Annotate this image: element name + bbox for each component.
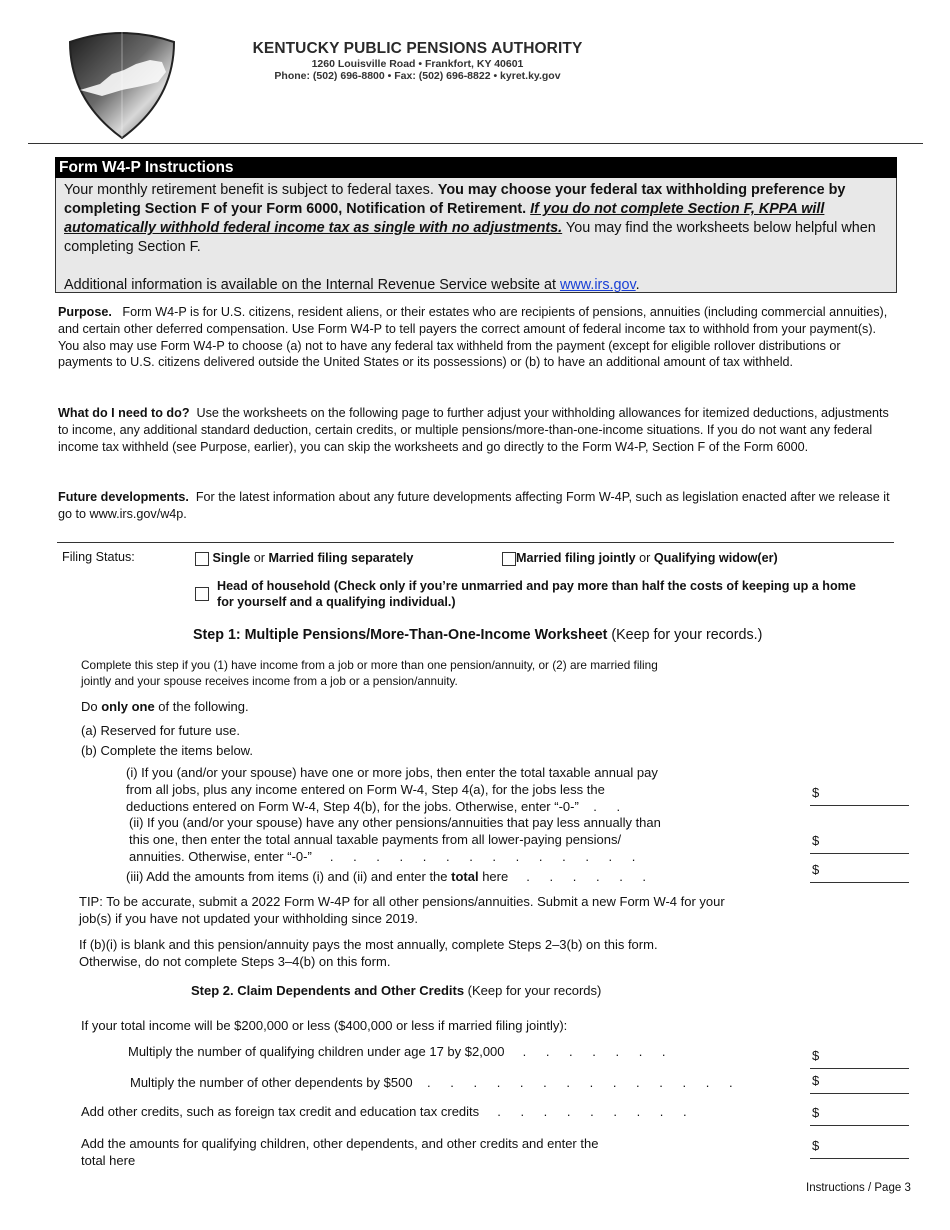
iii-pre: (iii) Add the amounts from items (i) and (ii) and enter the (126, 869, 452, 884)
dollar-sign: $ (812, 862, 820, 877)
leader-dots: . . . . . . . . . (497, 1104, 695, 1119)
married-joint-label: Married filing jointly (516, 551, 636, 565)
instructions-bold: You may choose your federal tax withholding preference by completing Section F of your Form 6000, Notification of Retirement. (64, 182, 846, 217)
item-ii-amount-field[interactable] (810, 853, 909, 854)
instructions-text-2: You may find the worksheets below helpful when completing Section F. (64, 220, 876, 255)
do-bold: only one (101, 699, 155, 714)
item-i-line-1: (i) If you (and/or your spouse) have one or more jobs, then enter the total taxable annual pay (126, 765, 658, 780)
step1-intro-1: Complete this step if you (1) have income from a job or more than one pension/annuity, or (2) are married filing (81, 658, 658, 672)
married-separately-label: Married filing separately (268, 551, 414, 565)
children-text: Multiply the number of qualifying children under age 17 by $2,000 (128, 1044, 505, 1059)
dependents-text: Multiply the number of other dependents by $500 (130, 1075, 413, 1090)
purpose-paragraph (58, 304, 898, 371)
filing-status-label: Filing Status: (62, 550, 135, 564)
item-i-line-3: deductions entered on Form W-4, Step 4(b), for the jobs. Otherwise, enter “-0-” (126, 799, 579, 814)
step2-children (128, 1043, 674, 1060)
if-line-1: If (b)(i) is blank and this pension/annuity pays the most annually, complete Steps 2–3(b) on this form. (79, 937, 658, 952)
do-post: of the following. (154, 699, 249, 714)
step1-if (79, 936, 658, 970)
org-name: KENTUCKY PUBLIC PENSIONS AUTHORITY (252, 40, 583, 57)
if-line-2: Otherwise, do not complete Steps 3–4(b) on this form. (79, 954, 391, 969)
step1-item-iii (126, 868, 654, 885)
step1-title-text: Step 1: Multiple Pensions/More-Than-One-Income Worksheet (193, 627, 608, 643)
single-label: Single (212, 551, 251, 565)
step2-total (81, 1135, 598, 1169)
header-divider (28, 143, 923, 144)
tip-line-2: job(s) if you have not updated your withholding since 2019. (79, 911, 418, 926)
item-ii-line-3: annuities. Otherwise, enter “-0-” (129, 849, 312, 864)
instructions-title: Form W4-P Instructions (55, 157, 897, 178)
dependents-amount-field[interactable] (810, 1093, 909, 1094)
future-text: For the latest information about any future developments affecting Form W-4P, such as legislation enacted after we release it go to www.irs.gov/w4p. (58, 490, 890, 521)
instructions-paragraph (64, 181, 888, 257)
item-ii-line-2: this one, then enter the total annual taxable payments from all lower-paying pensions/ (129, 832, 622, 847)
leader-dots: . . . . . . . . . . . . . . (329, 849, 644, 864)
dollar-sign: $ (812, 833, 820, 848)
dollar-sign: $ (812, 785, 820, 800)
step1-keep: (Keep for your records.) (607, 627, 763, 643)
instructions-additional (64, 276, 888, 295)
step1-a: (a) Reserved for future use. (81, 723, 240, 738)
step2-keep: (Keep for your records) (464, 983, 602, 998)
leader-dots: . . . . . . . (522, 1044, 674, 1059)
org-header (240, 40, 595, 82)
page-footer: Instructions / Page 3 (806, 1182, 911, 1194)
credits-amount-field[interactable] (810, 1125, 909, 1126)
tip-line-1: TIP: To be accurate, submit a 2022 Form W-4P for all other pensions/annuities. Submit a new Form W-4 for your (79, 894, 725, 909)
total-line-1: Add the amounts for qualifying children, other dependents, and other credits and enter the (81, 1136, 599, 1151)
instructions-text: Your monthly retirement benefit is subject to federal taxes. (64, 182, 438, 198)
married-joint-checkbox[interactable] (502, 552, 516, 566)
or-text: or (253, 551, 265, 565)
step1-do (81, 698, 249, 715)
org-contact: Phone: (502) 696-8800 • Fax: (502) 696-8822 • kyret.ky.gov (274, 70, 561, 82)
dollar-sign: $ (812, 1138, 820, 1153)
item-i-line-2: from all jobs, plus any income entered on Form W-4, Step 4(a), for the jobs less the (126, 782, 605, 797)
purpose-text: Form W4-P is for U.S. citizens, resident aliens, or their estates who are recipients of pensions, annuities (including commercial annuities), and certain other deferred compensation. Use Form W4-P to tell payers the correct amount of federal income tax to withhold from your payment(s). You also may use Form W4-P to choose (a) not to have any federal tax withheld from the payment (except for eligible rollover distributions or payments to U.S. citizens delivered outside the United States or its possessions) or (b) to have an additional amount of tax withheld. (58, 305, 888, 370)
dollar-sign: $ (812, 1048, 820, 1063)
what-to-do-text: Use the worksheets on the following page to further adjust your withholding allowances for itemized deductions, adjustments to income, any additional standard deduction, certain credits, or multiple pensions/more-than-one-income situations. If you do not want any federal income tax withheld (see Purpose, earlier), you can skip the worksheets and go directly to the Form W4-P, Section F of the Form 6000. (58, 406, 889, 454)
credits-text: Add other credits, such as foreign tax credit and education tax credits (81, 1104, 480, 1119)
leader-dots: . . (593, 799, 629, 814)
dollar-sign: $ (812, 1073, 820, 1088)
step2-title (191, 982, 601, 999)
do-pre: Do (81, 699, 102, 714)
leader-dots: . . . . . . . . . . . . . . (427, 1075, 741, 1090)
irs-link[interactable]: www.irs.gov (559, 277, 636, 293)
future-label: Future developments. (58, 490, 189, 504)
what-to-do-paragraph (58, 405, 898, 455)
item-i-amount-field[interactable] (810, 805, 909, 806)
filing-option-joint (502, 551, 778, 566)
instructions-box (55, 178, 897, 293)
step1-intro (81, 658, 658, 689)
or-text-2: or (639, 551, 651, 565)
step2-dependents (130, 1074, 741, 1091)
head-of-household-checkbox[interactable] (195, 587, 209, 601)
head-of-household-label (217, 578, 897, 610)
step1-title (193, 627, 762, 643)
item-ii-line-1: (ii) If you (and/or your spouse) have any other pensions/annuities that pay less annually than (129, 815, 661, 830)
step2-total-field[interactable] (810, 1158, 909, 1159)
section-divider (57, 542, 894, 543)
dollar-sign: $ (812, 1105, 820, 1120)
filing-option-single (195, 551, 413, 566)
instructions-warning: If you do not complete Section F, KPPA will automatically withhold federal income tax as single with no adjustments. (64, 201, 825, 236)
step1-tip (79, 893, 725, 927)
iii-bold: total (451, 869, 479, 884)
leader-dots: . . . . . . (526, 869, 655, 884)
head-line-1: Head of household (Check only if you’re unmarried and pay more than half the costs of keeping up a home (217, 579, 856, 593)
children-amount-field[interactable] (810, 1068, 909, 1069)
kppa-logo (62, 30, 180, 140)
step1-intro-2: jointly and your spouse receives income from a job or a pension/annuity. (81, 673, 458, 688)
step1-b: (b) Complete the items below. (81, 743, 253, 758)
purpose-label: Purpose. (58, 305, 112, 319)
additional-text: Additional information is available on the Internal Revenue Service website at (64, 277, 560, 293)
org-address: 1260 Louisville Road • Frankfort, KY 40601 (311, 58, 524, 70)
step2-title-text: Step 2. Claim Dependents and Other Credits (191, 983, 465, 998)
widow-label: Qualifying widow(er) (653, 551, 778, 565)
period: . (635, 277, 640, 293)
iii-post: here (478, 869, 509, 884)
step2-credits (81, 1103, 695, 1120)
single-checkbox[interactable] (195, 552, 209, 566)
what-to-do-label: What do I need to do? (58, 406, 190, 420)
step2-income: If your total income will be $200,000 or less ($400,000 or less if married filing jointly): (81, 1018, 568, 1033)
step1-item-ii (129, 814, 661, 865)
head-line-2: for yourself and a qualifying individual.) (217, 595, 456, 609)
step1-item-i (126, 764, 658, 815)
future-paragraph (58, 489, 898, 523)
item-iii-total-field[interactable] (810, 882, 909, 883)
total-line-2: total here (81, 1153, 136, 1168)
